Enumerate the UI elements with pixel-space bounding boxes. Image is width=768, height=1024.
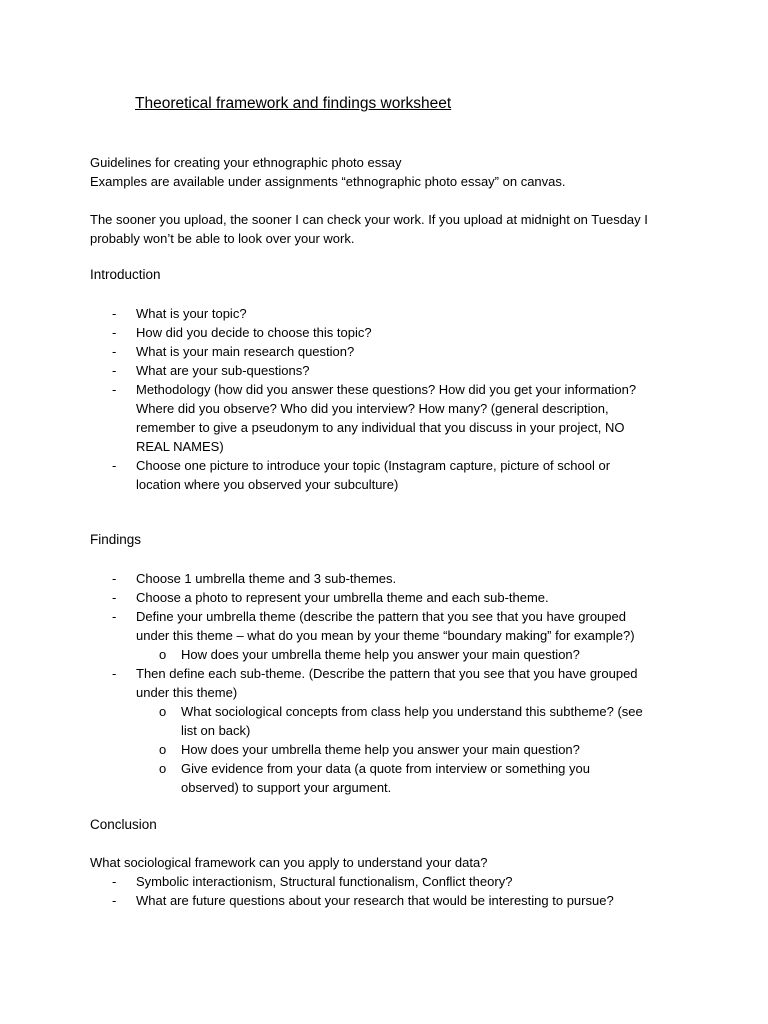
list-item: [90, 304, 690, 323]
list-item-line: under this theme – what do you mean by your theme “boundary making” for example?): [136, 628, 635, 643]
sub-list-item: [90, 702, 690, 740]
dash-bullet-marker: -: [112, 874, 117, 889]
list-item-line: What are future questions about your research that would be interesting to pursue?: [136, 893, 614, 908]
dash-bullet-marker: -: [112, 893, 117, 908]
list-item-line: REAL NAMES): [136, 439, 224, 454]
guidelines-block: [90, 153, 566, 191]
guidelines-line-2: Examples are available under assignments “ethnographic photo essay” on canvas.: [90, 174, 566, 189]
list-item-line: under this theme): [136, 685, 238, 700]
sub-list-item: [90, 740, 690, 759]
list-item-line: What is your main research question?: [136, 344, 355, 359]
list-item-line: How does your umbrella theme help you answer your main question?: [181, 647, 580, 662]
notice-line-1: The sooner you upload, the sooner I can check your work. If you upload at midnight on Tuesday I: [90, 212, 648, 227]
list-item: [90, 456, 690, 494]
list-item-line: Give evidence from your data (a quote from interview or something you: [181, 761, 590, 776]
list-item-line: Choose one picture to introduce your topic (Instagram capture, picture of school or: [136, 458, 611, 473]
list-item-line: Then define each sub-theme. (Describe the pattern that you see that you have grouped: [136, 666, 638, 681]
list-item-line: observed) to support your argument.: [181, 780, 392, 795]
list-item-line: How does your umbrella theme help you answer your main question?: [181, 742, 580, 757]
list-item-line: Define your umbrella theme (describe the pattern that you see that you have grouped: [136, 609, 626, 624]
list-item: [90, 342, 690, 361]
dash-bullet-marker: -: [112, 363, 117, 378]
list-item: [90, 607, 690, 645]
list-item-line: Choose 1 umbrella theme and 3 sub-themes.: [136, 571, 397, 586]
dash-bullet-marker: -: [112, 382, 117, 397]
list-item: [90, 891, 690, 910]
list-item: [90, 380, 690, 456]
circle-bullet-marker: o: [159, 704, 167, 719]
dash-bullet-marker: -: [112, 458, 117, 473]
list-item-line: Where did you observe? Who did you interview? How many? (general description,: [136, 401, 609, 416]
list-item-line: Symbolic interactionism, Structural functionalism, Conflict theory?: [136, 874, 513, 889]
notice-block: [90, 210, 648, 248]
findings-heading: Findings: [90, 532, 142, 547]
dash-bullet-marker: -: [112, 344, 117, 359]
introduction-heading: Introduction: [90, 267, 161, 282]
circle-bullet-marker: o: [159, 647, 167, 662]
conclusion-list: [90, 872, 690, 910]
list-item-line: What is your topic?: [136, 306, 247, 321]
list-item-line: location where you observed your subculture): [136, 477, 399, 492]
notice-line-2: probably won’t be able to look over your work.: [90, 231, 355, 246]
dash-bullet-marker: -: [112, 306, 117, 321]
list-item: [90, 323, 690, 342]
circle-bullet-marker: o: [159, 742, 167, 757]
guidelines-line-1: Guidelines for creating your ethnographic photo essay: [90, 155, 402, 170]
sub-list-item: [90, 645, 690, 664]
list-item-line: What are your sub-questions?: [136, 363, 310, 378]
dash-bullet-marker: -: [112, 571, 117, 586]
list-item-line: Choose a photo to represent your umbrella theme and each sub-theme.: [136, 590, 549, 605]
list-item-line: remember to give a pseudonym to any individual that you discuss in your project, NO: [136, 420, 625, 435]
document-title: Theoretical framework and findings worksheet: [135, 95, 452, 112]
circle-bullet-marker: o: [159, 761, 167, 776]
conclusion-heading: Conclusion: [90, 817, 157, 832]
dash-bullet-marker: -: [112, 666, 117, 681]
list-item: [90, 872, 690, 891]
list-item-line: What sociological concepts from class help you understand this subtheme? (see: [181, 704, 643, 719]
list-item-line: Methodology (how did you answer these questions? How did you get your information?: [136, 382, 637, 397]
introduction-list: [90, 304, 690, 494]
list-item-line: list on back): [181, 723, 251, 738]
list-item: [90, 588, 690, 607]
dash-bullet-marker: -: [112, 325, 117, 340]
dash-bullet-marker: -: [112, 590, 117, 605]
conclusion-intro: What sociological framework can you apply to understand your data?: [90, 855, 488, 870]
list-item: [90, 664, 690, 702]
list-item: [90, 569, 690, 588]
findings-list: [90, 569, 690, 797]
dash-bullet-marker: -: [112, 609, 117, 624]
list-item: [90, 361, 690, 380]
sub-list-item: [90, 759, 690, 797]
list-item-line: How did you decide to choose this topic?: [136, 325, 372, 340]
